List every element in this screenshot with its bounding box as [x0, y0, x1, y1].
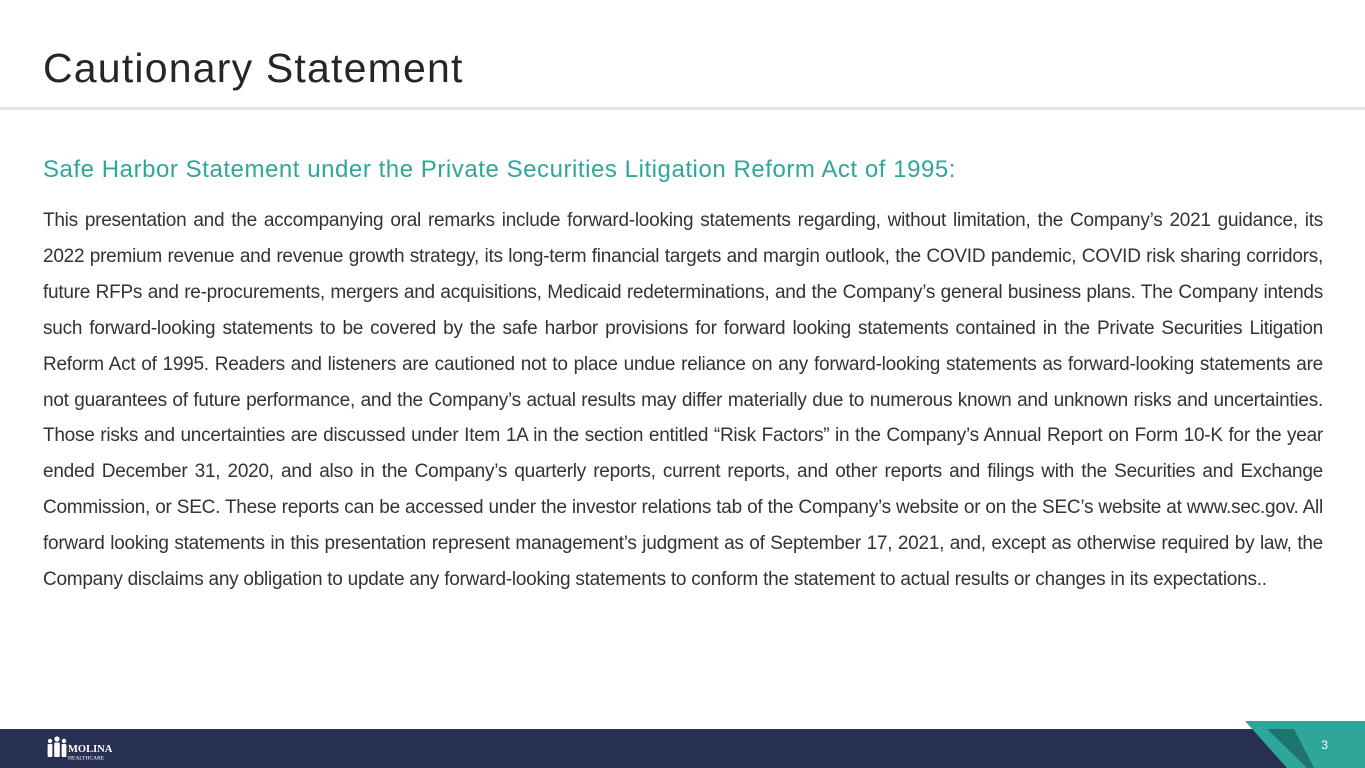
people-icon [48, 736, 67, 757]
svg-text:MOLINA: MOLINA [68, 744, 113, 755]
footer-bar [0, 729, 1365, 768]
cautionary-statement-body: This presentation and the accompanying oral remarks include forward-looking statements regarding, without limitation, the Company’s 2021 guidance, its 2022 premium revenue and revenue growth strategy, its long-term financial targets and margin outlook, the COVID pandemic, COVID risk sharing corridors, future RFPs and re-procurements, mergers and acquisitions, Medicaid redeterminations, and the Company’s general business plans. The Company intends such forward-looking statements to be covered by the safe harbor provisions for forward looking statements contained in the Private Securities Litigation Reform Act of 1995. Readers and listeners are cautioned not to place undue reliance on any forward-looking statements as forward-looking statements are not guarantees of future performance, and the Company’s actual results may differ materially due to numerous known and unknown risks and uncertainties. Those risks and uncertainties are discussed under Item 1A in the section entitled “Risk Factors” in the Company’s Annual Report on Form 10-K for the year ended December 31, 2020, and also in the Company’s quarterly reports, current reports, and other reports and filings with the Securities and Exchange Commission, or SEC. These reports can be accessed under the investor relations tab of the Company’s website or on the SEC’s website at www.sec.gov. All forward looking statements in this presentation represent management’s judgment as of September 17, 2021, and, except as otherwise required by law, the Company disclaims any obligation to update any forward-looking statements to conform the statement to actual results or changes in its expectations.. [43, 210, 1323, 591]
molina-healthcare-logo [44, 735, 118, 761]
slide-title: Cautionary Statement [43, 45, 464, 91]
safe-harbor-heading: Safe Harbor Statement under the Private Securities Litigation Reform Act of 1995: [43, 156, 957, 183]
svg-text:HEALTHCARE: HEALTHCARE [68, 755, 105, 761]
title-divider [0, 107, 1365, 110]
footer-corner-accent [1240, 721, 1365, 768]
page-number: 3 [1321, 738, 1328, 752]
